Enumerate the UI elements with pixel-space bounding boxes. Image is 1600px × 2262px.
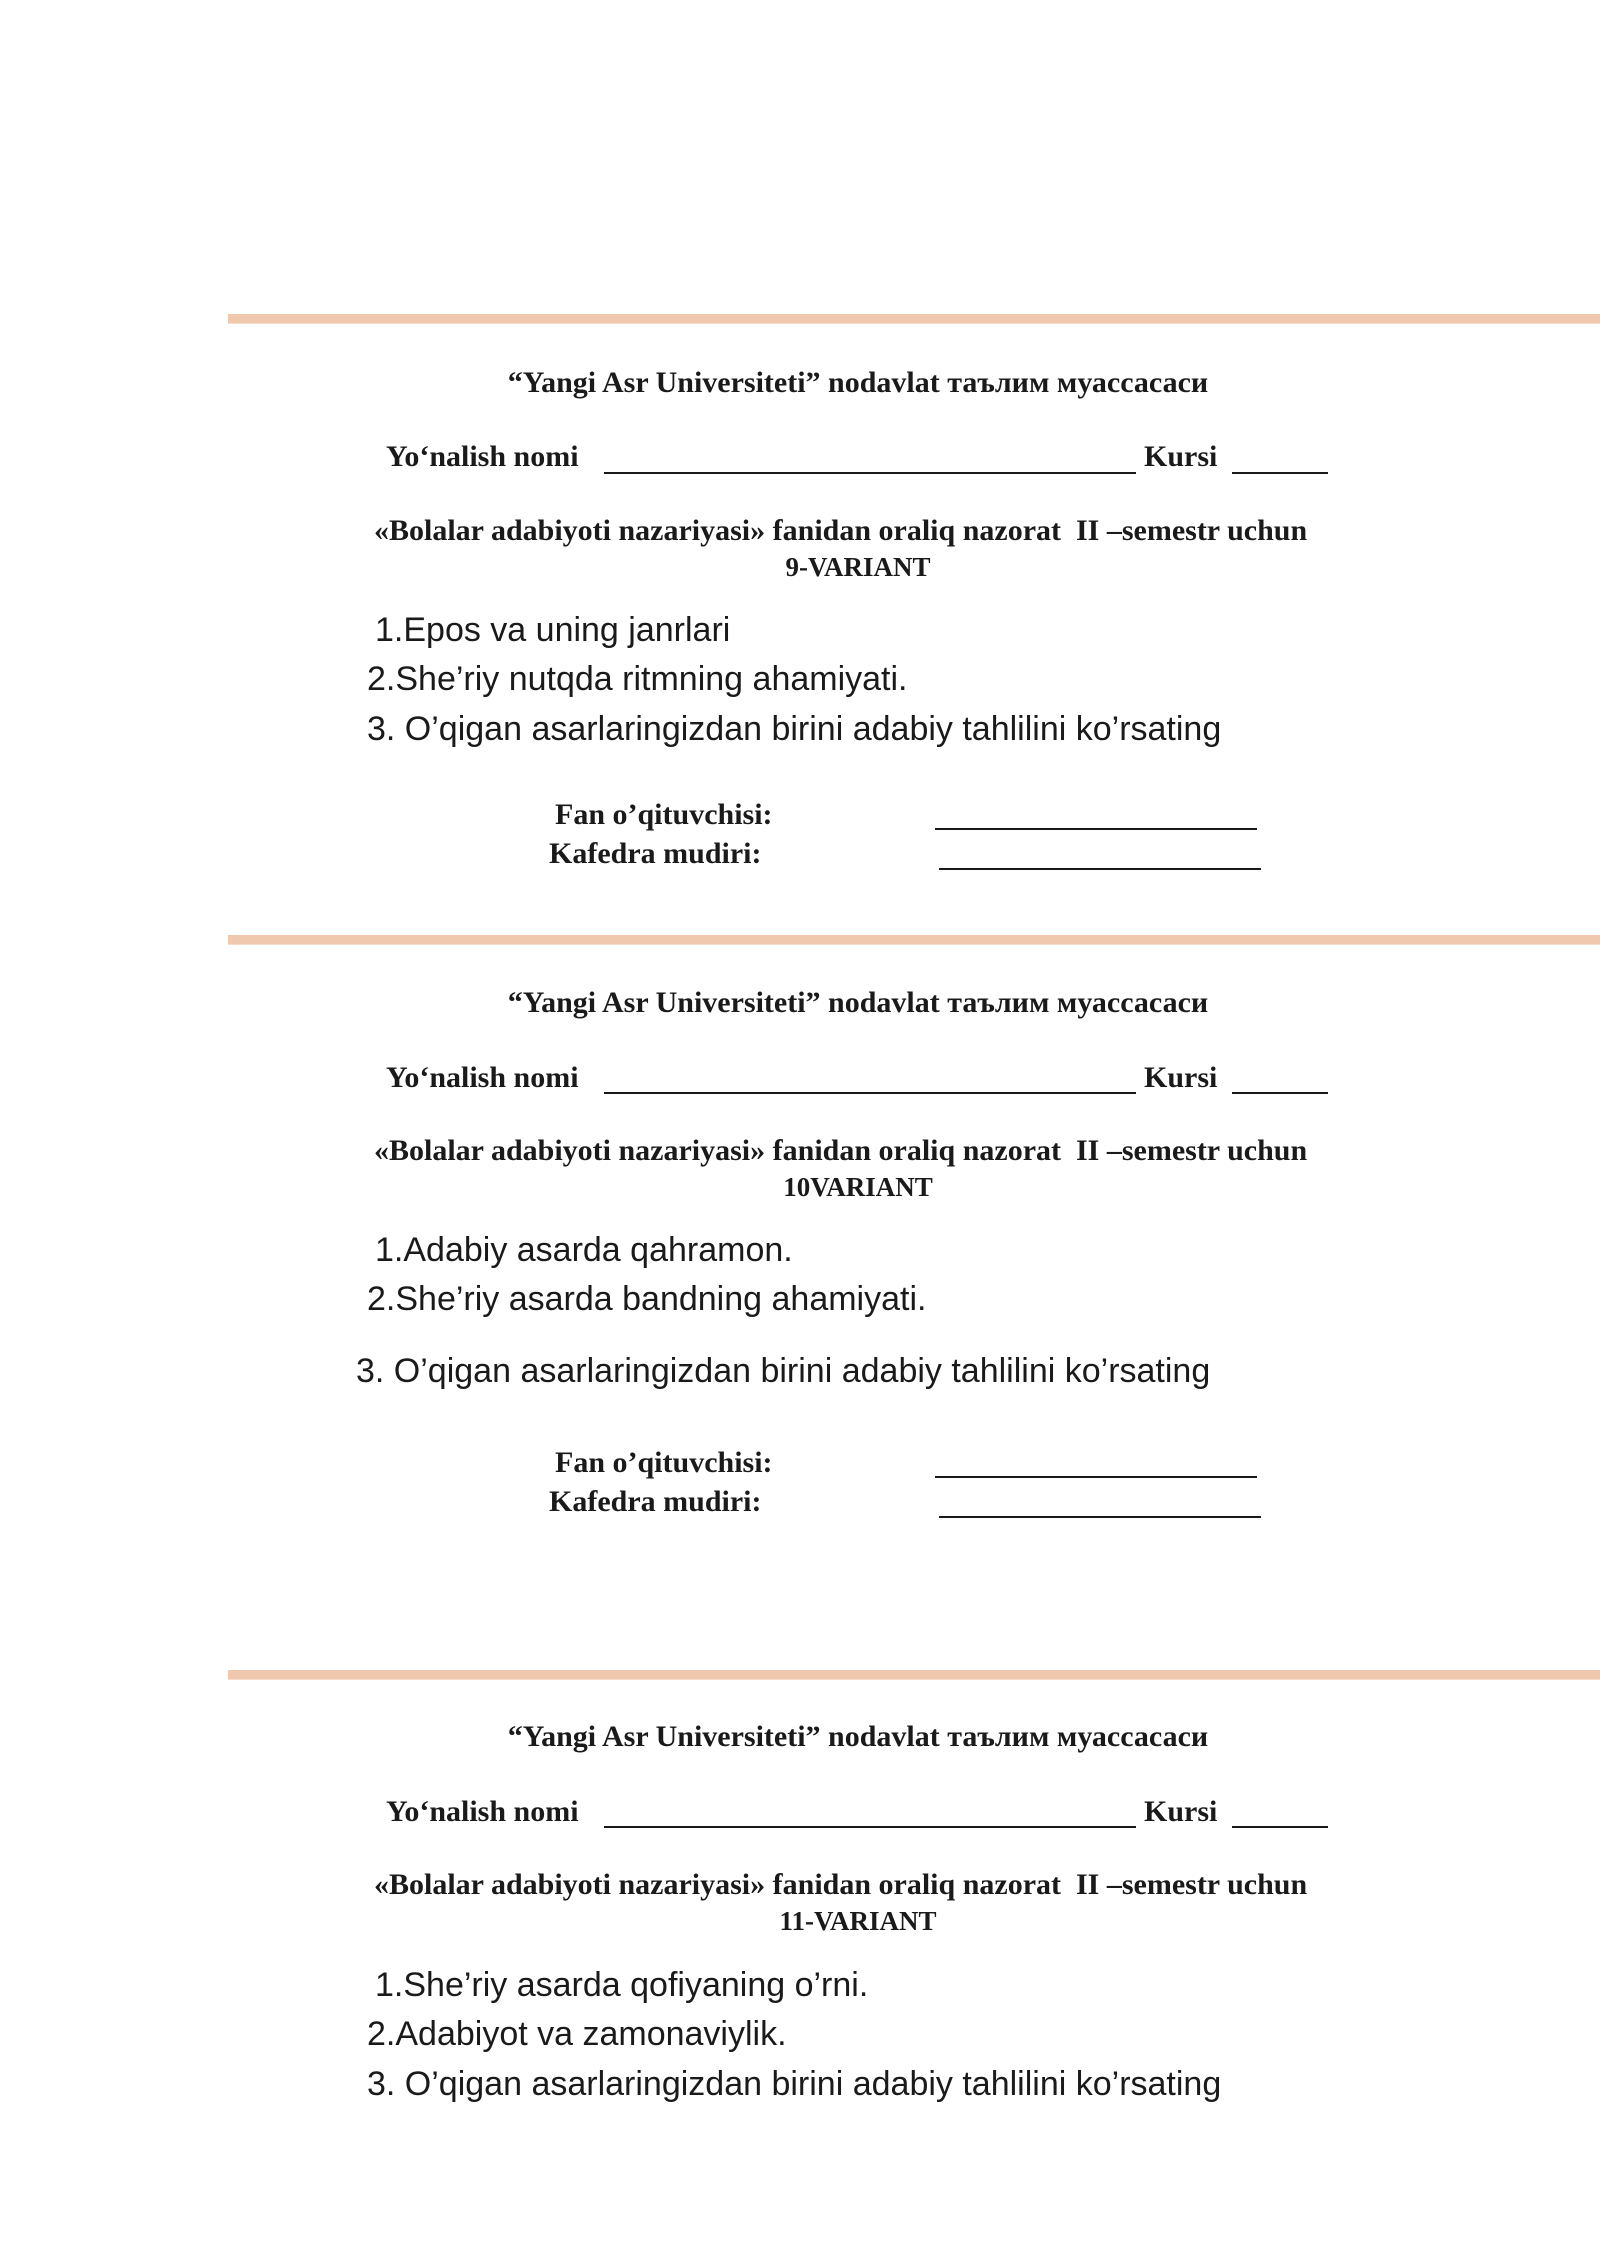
teacher-signature-label: Fan o’qituvchisi: [555, 1446, 773, 1479]
question-item: 1.Epos va uning janrlari [375, 611, 731, 649]
question-item: 1.She’riy asarda qofiyaning o’rni. [375, 1966, 869, 2004]
institution-title: “Yangi Asr Universiteti” nodavlat таълим муассасаси [507, 366, 1209, 399]
head-signature-label: Kafedra mudiri: [549, 1485, 762, 1518]
direction-label: Yo‘nalish nomi [386, 1795, 579, 1828]
course-label: Kursi [1144, 1061, 1218, 1094]
teacher-signature-blank [935, 828, 1257, 830]
institution-title: “Yangi Asr Universiteti” nodavlat таълим муассасаси [507, 1720, 1209, 1753]
section-divider [228, 314, 1600, 323]
direction-blank [604, 1826, 1136, 1828]
direction-label: Yo‘nalish nomi [386, 440, 579, 473]
institution-title: “Yangi Asr Universiteti” nodavlat таълим муассасаси [507, 986, 1209, 1019]
course-blank [1232, 1092, 1328, 1094]
question-item: 3. O’qigan asarlaringizdan birini adabiy tahlilini ko’rsating [367, 2065, 1222, 2103]
teacher-signature-blank [935, 1476, 1257, 1478]
course-label: Kursi [1144, 440, 1218, 473]
head-signature-blank [939, 868, 1261, 870]
variant-label: 9-VARIANT [785, 552, 931, 582]
question-item: 1.Adabiy asarda qahramon. [375, 1231, 793, 1269]
variant-label: 11-VARIANT [779, 1906, 937, 1936]
subject-line: «Bolalar adabiyoti nazariyasi» fanidan oraliq nazorat II –semestr uchun [374, 1134, 1308, 1167]
section-divider [228, 1670, 1600, 1679]
question-item: 3. O’qigan asarlaringizdan birini adabiy tahlilini ko’rsating [356, 1352, 1211, 1390]
question-item: 2.She’riy asarda bandning ahamiyati. [367, 1280, 927, 1318]
question-item: 3. O’qigan asarlaringizdan birini adabiy tahlilini ko’rsating [367, 710, 1222, 748]
direction-blank [604, 472, 1136, 474]
direction-label: Yo‘nalish nomi [386, 1061, 579, 1094]
course-blank [1232, 1826, 1328, 1828]
course-blank [1232, 472, 1328, 474]
variant-label: 10VARIANT [783, 1172, 933, 1202]
head-signature-blank [939, 1516, 1261, 1518]
course-label: Kursi [1144, 1795, 1218, 1828]
question-item: 2.She’riy nutqda ritmning ahamiyati. [367, 660, 908, 698]
direction-blank [604, 1092, 1136, 1094]
subject-line: «Bolalar adabiyoti nazariyasi» fanidan oraliq nazorat II –semestr uchun [374, 1868, 1308, 1901]
head-signature-label: Kafedra mudiri: [549, 837, 762, 870]
question-item: 2.Adabiyot va zamonaviylik. [367, 2015, 787, 2053]
subject-line: «Bolalar adabiyoti nazariyasi» fanidan oraliq nazorat II –semestr uchun [374, 514, 1308, 547]
teacher-signature-label: Fan o’qituvchisi: [555, 798, 773, 831]
section-divider [228, 935, 1600, 944]
